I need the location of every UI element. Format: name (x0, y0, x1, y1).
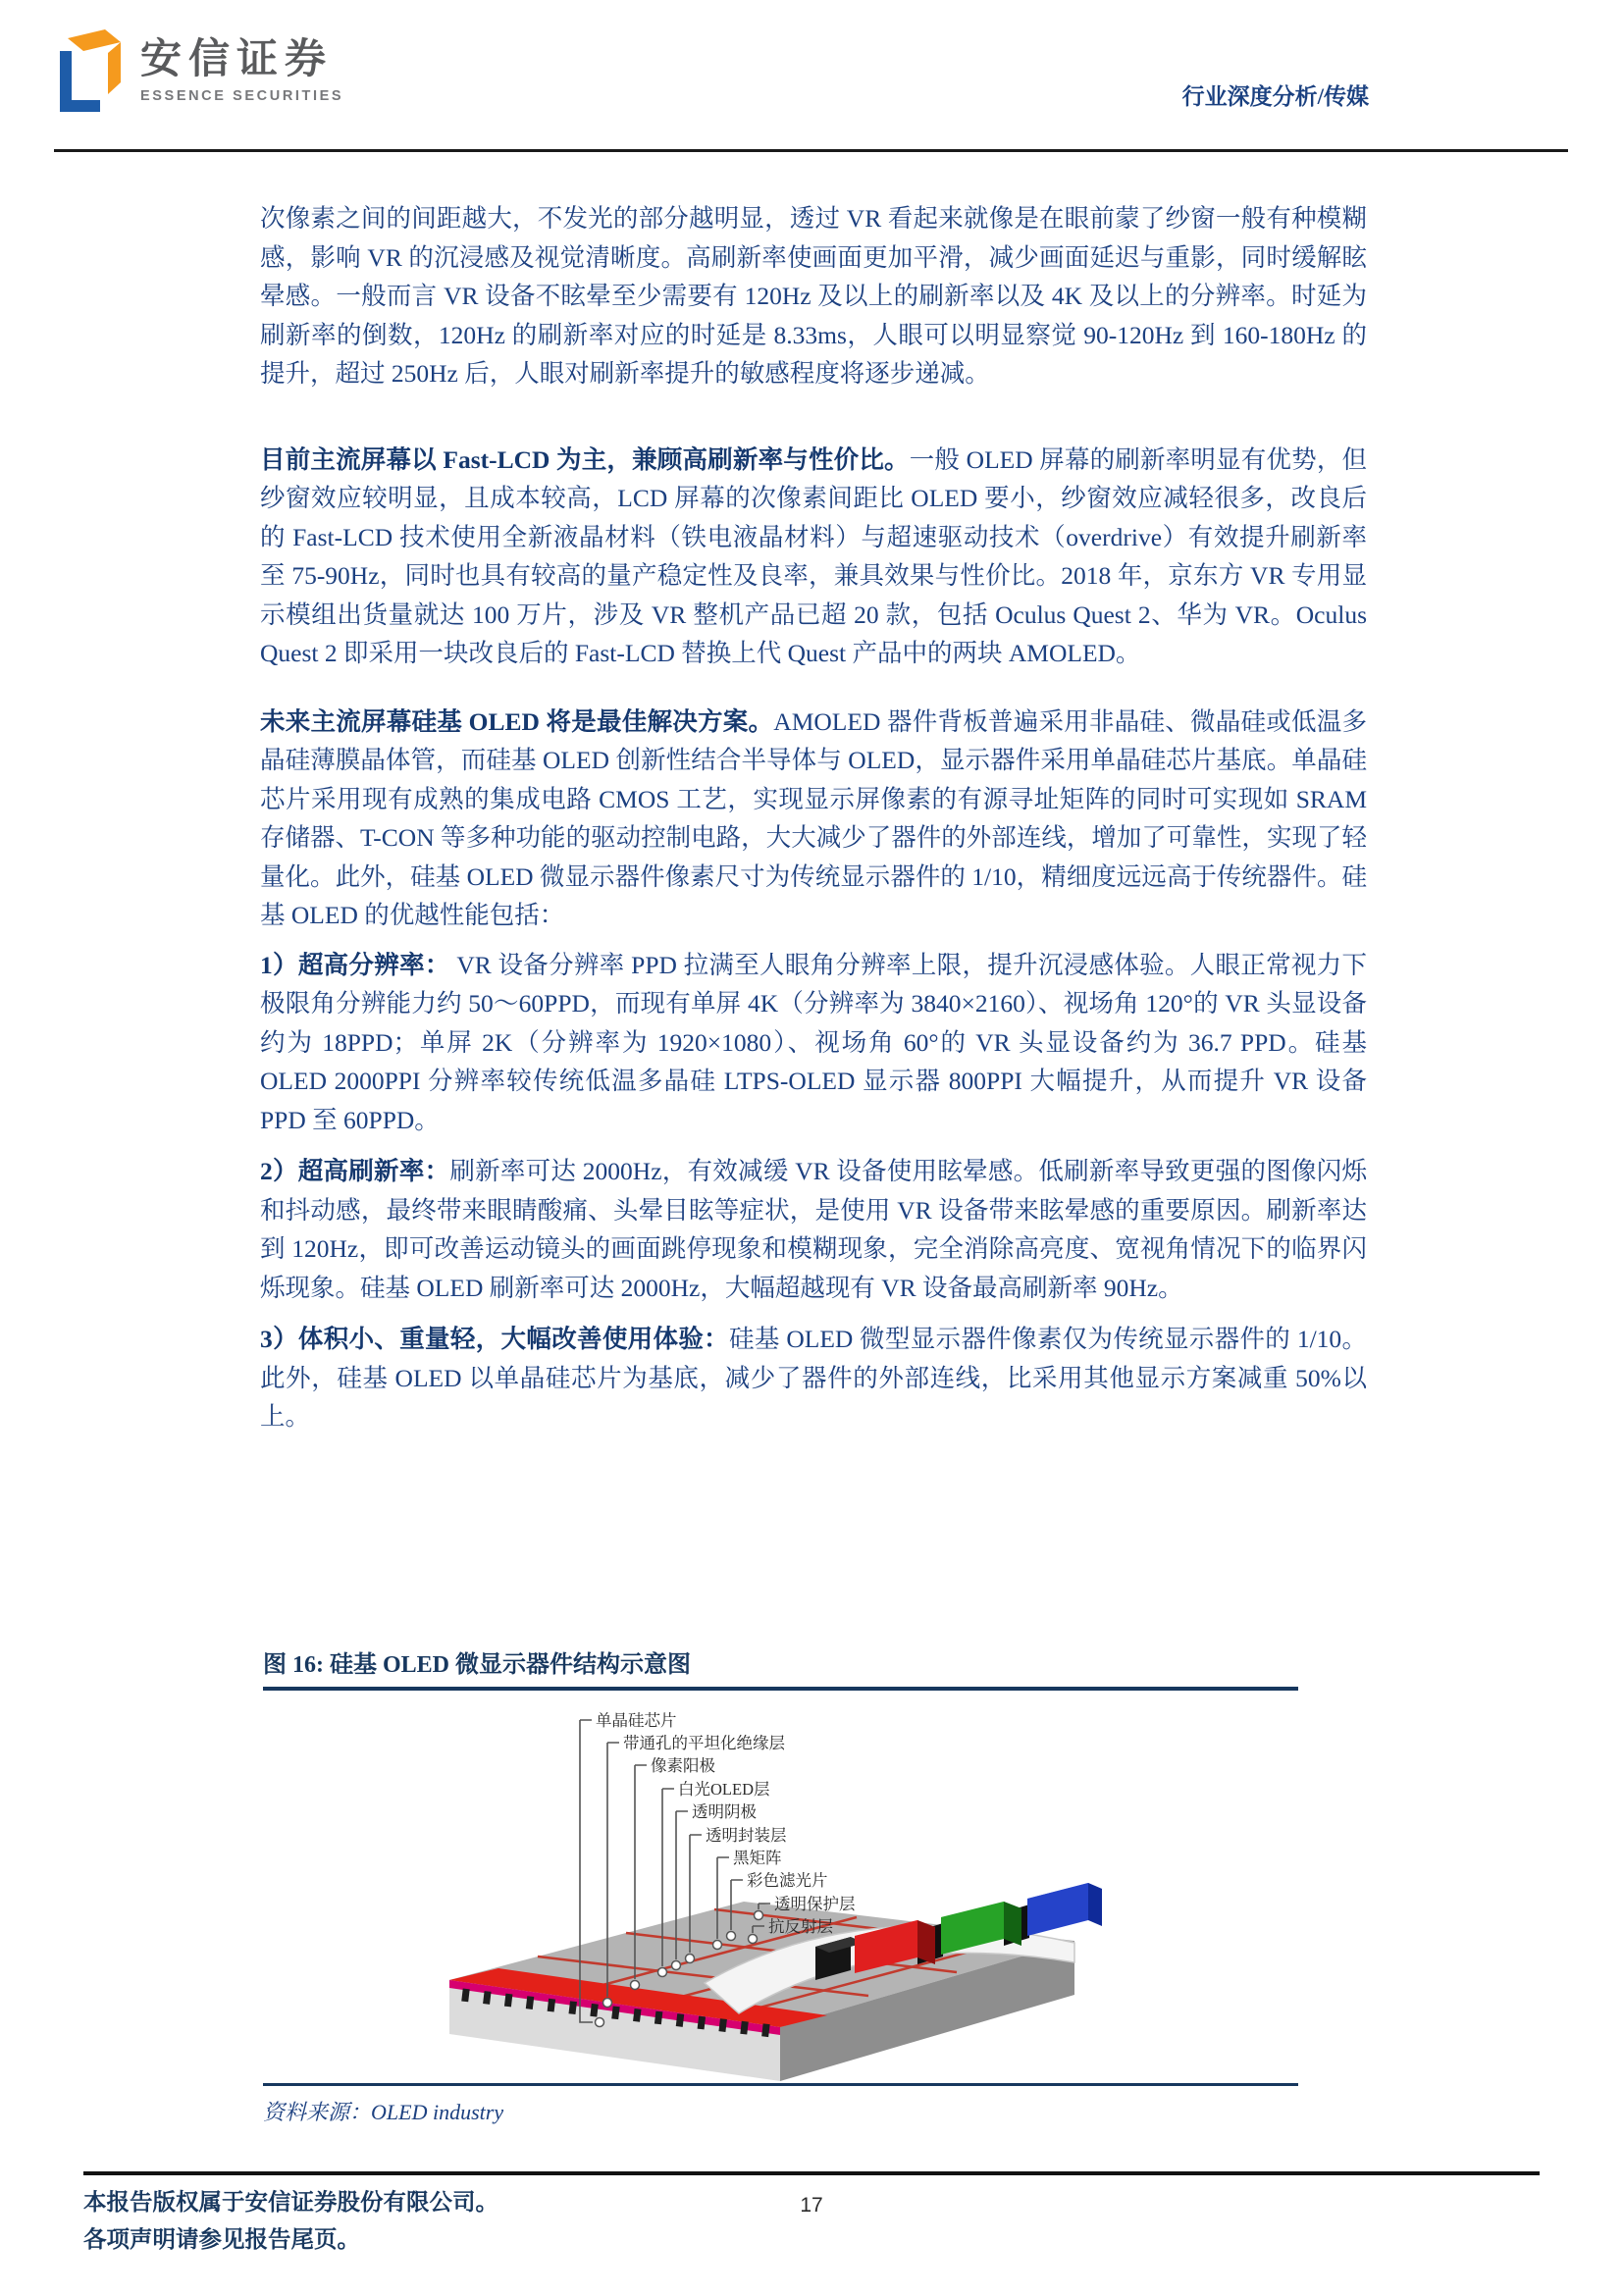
brand-logo (54, 26, 343, 116)
paragraph-fast-lcd (260, 441, 1367, 673)
diagram-label-pixel-anode: 像素阳极 (651, 1756, 715, 1775)
paragraph-text-silicon-oled: AMOLED 器件背板普遍采用非晶硅、微晶硅或低温多晶硅薄膜晶体管，而硅基 OLED 创新性结合半导体与 OLED，显示器件采用单晶硅芯片基底。单晶硅芯片采用现有成熟的集成电路 CMOS 工艺，实现显示屏像素的有源寻址矩阵的同时可实现如 SRAM 存储器、T-CON 等多种功能的驱动控制电路，大大减少了器件的外部连线，增加了可靠性，实现了轻量化。此外，硅基 OLED 微显示器件像素尺寸为传统显示器件的 1/10，精细度远远高于传统器件。硅基 OLED 的优越性能包括： (260, 706, 1367, 929)
paragraph-text-fast-lcd: 一般 OLED 屏幕的刷新率明显有优势，但纱窗效应较明显，且成本较高，LCD 屏幕的次像素间距比 OLED 要小，纱窗效应减轻很多，改良后的 Fast-LCD 技术使用全新液晶材料（铁电液晶材料）与超速驱动技术（overdrive）有效提升刷新率至 75-90Hz，同时也具有较高的量产稳定性及良率，兼具效果与性价比。2018 年，京东方 VR 专用显示模组出货量就达 100 万片，涉及 VR 整机产品已超 20 款，包括 Oculus Quest 2、华为 VR。Oculus Quest 2 即采用一块改良后的 Fast-LCD 替换上代 Quest 产品中的两块 AMOLED。 (260, 444, 1368, 667)
diagram-label-color-filter: 彩色滤光片 (747, 1871, 828, 1890)
brand-name-en: ESSENCE SECURITIES (140, 88, 344, 104)
brand-name-cn: 安信证券 (140, 35, 334, 81)
list-lead-resolution: 1）超高分辨率： (260, 950, 450, 979)
diagram-label-anti-reflection: 抗反射层 (768, 1917, 833, 1936)
diagram-label-encapsulation: 透明封装层 (706, 1826, 787, 1845)
list-text-resolution: VR 设备分辨率 PPD 拉满至人眼角分辨率上限，提升沉浸感体验。人眼正常视力下极限角分辨能力约 50～60PPD，而现有单屏 4K（分辨率为 3840×2160）、视场角 120°的 VR 头显设备约为 18PPD；单屏 2K（分辨率为 1920×1080）、视场角 60°的 VR 头显设备约为 36.7 PPD。硅基 OLED 2000PPI 分辨率较传统低温多晶硅 LTPS-OLED 显示器 800PPI 大幅提升，从而提升 VR 设备 PPD 至 60PPD。 (260, 950, 1367, 1134)
header-divider (54, 149, 1568, 152)
footer-divider (83, 2171, 1540, 2175)
paragraph-subpixel-gap: 次像素之间的间距越大，不发光的部分越明显，透过 VR 看起来就像是在眼前蒙了纱窗一般有种模糊感，影响 VR 的沉浸感及视觉清晰度。高刷新率使画面更加平滑，减少画面延迟与重影，同时缓解眩晕感。一般而言 VR 设备不眩晕至少需要有 120Hz 及以上的刷新率以及 4K 及以上的分辨率。时延为刷新率的倒数，120Hz 的刷新率对应的时延是 8.33ms，人眼可以明显察觉 90-120Hz 到 160-180Hz 的提升，超过 250Hz 后，人眼对刷新率提升的敏感程度将逐步递减。 (260, 204, 1367, 388)
page-number: 17 (800, 2194, 823, 2217)
figure-source (263, 2096, 1298, 2126)
list-text-refresh-rate: 刷新率可达 2000Hz，有效减缓 VR 设备使用眩晕感。低刷新率导致更强的图像闪烁和抖动感，最终带来眼睛酸痛、头晕目眩等症状，是使用 VR 设备带来眩晕感的重要原因。刷新率达到 120Hz，即可改善运动镜头的画面跳停现象和模糊现象，完全消除高亮度、宽视角情况下的临界闪烁现象。硅基 OLED 刷新率可达 2000Hz，大幅超越现有 VR 设备最高刷新率 90Hz。 (260, 1157, 1367, 1302)
figure-source-label: 资料来源： (263, 2100, 372, 2124)
figure-title: 图 16: 硅基 OLED 微显示器件结构示意图 (263, 1652, 692, 1678)
figure-source-value: OLED industry (371, 2100, 504, 2124)
paragraph-lead-fast-lcd: 目前主流屏幕以 Fast-LCD 为主，兼顾高刷新率与性价比。 (260, 444, 910, 474)
paragraph-lead-silicon-oled: 未来主流屏幕硅基 OLED 将是最佳解决方案。 (260, 706, 774, 736)
report-type-label: 行业深度分析/传媒 (1181, 84, 1369, 109)
paragraph-silicon-oled (260, 703, 1367, 935)
list-item-size-weight (260, 1320, 1367, 1436)
diagram-label-black-matrix: 黑矩阵 (733, 1849, 782, 1867)
list-text-size-weight: 硅基 OLED 微型显示器件像素仅为传统显示器件的 1/10。此外，硅基 OLED 以单晶硅芯片为基底，减少了器件的外部连线，比采用其他显示方案减重 50%以上。 (260, 1325, 1367, 1431)
logo-cube-icon (54, 26, 127, 116)
diagram-label-protective-layer: 透明保护层 (774, 1895, 856, 1913)
figure-16-block (263, 1644, 1298, 2126)
diagram-label-planarized-insulation: 带通孔的平坦化绝缘层 (623, 1734, 785, 1752)
list-lead-refresh-rate: 2）超高刷新率： (260, 1157, 450, 1185)
footer-copyright-line2: 各项声明请参见报告尾页。 (83, 2227, 360, 2253)
list-item-refresh-rate (260, 1152, 1367, 1307)
list-item-resolution (260, 946, 1367, 1140)
body-text-column (260, 199, 1367, 1436)
figure-canvas (263, 1691, 1298, 2083)
diagram-label-white-oled: 白光OLED层 (678, 1780, 770, 1799)
diagram-label-silicon-chip: 单晶硅芯片 (596, 1711, 677, 1730)
list-lead-size-weight: 3）体积小、重量轻，大幅改善使用体验： (260, 1325, 729, 1353)
oled-structure-diagram (415, 1698, 1102, 2083)
diagram-label-transparent-cathode: 透明阴极 (692, 1802, 757, 1821)
footer-copyright-line1: 本报告版权属于安信证券股份有限公司。 (83, 2190, 498, 2216)
figure-bottom-rule (263, 2083, 1298, 2086)
